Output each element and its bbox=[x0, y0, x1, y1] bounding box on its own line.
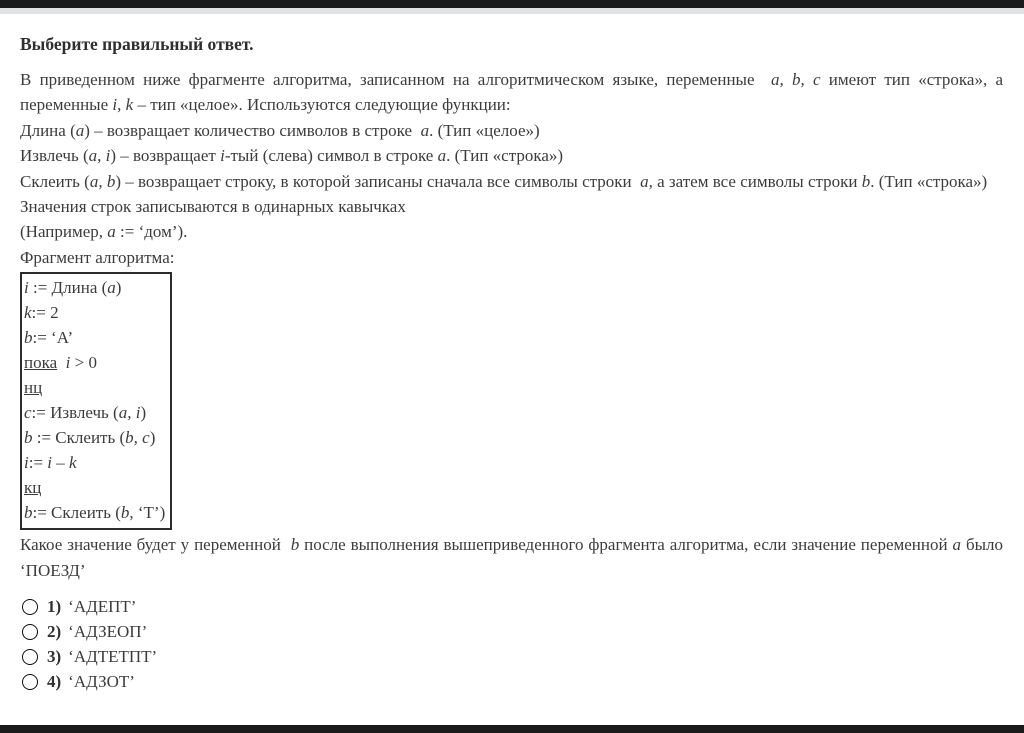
radio-button-2[interactable] bbox=[22, 624, 38, 640]
code-line: c:= Извлечь (a, i) bbox=[24, 403, 147, 423]
function-desc-concat: Склеить (a, b) – возвращает строку, в которой записаны сначала все символы строки a, а затем все символы строки b. (Тип «строка») bbox=[20, 171, 988, 191]
answer-option-1[interactable] bbox=[22, 594, 1003, 619]
answer-option-3[interactable] bbox=[22, 644, 1003, 669]
code-line: i:= i – k bbox=[24, 453, 77, 473]
page-title: Выберите правильный ответ. bbox=[20, 34, 254, 54]
answer-options bbox=[20, 594, 1003, 694]
answer-option-4[interactable] bbox=[22, 669, 1003, 694]
option-number: 3) bbox=[47, 646, 62, 666]
code-line: пока i > 0 bbox=[24, 353, 97, 373]
bottom-bar bbox=[0, 725, 1024, 733]
radio-button-1[interactable] bbox=[22, 599, 38, 615]
option-text: ‘АДЗЕОП’ bbox=[68, 621, 148, 641]
code-line: i := Длина (a) bbox=[24, 278, 122, 298]
note-quotes: Значения строк записываются в одинарных кавычках bbox=[20, 197, 406, 217]
code-line: k:= 2 bbox=[24, 303, 59, 323]
question-page bbox=[0, 14, 1024, 694]
option-text: ‘АДТЕТПТ’ bbox=[68, 646, 158, 666]
code-line: b:= Склеить (b, ‘Т’) bbox=[24, 503, 166, 523]
algorithm-box bbox=[20, 272, 172, 530]
radio-button-3[interactable] bbox=[22, 649, 38, 665]
note-example: (Например, a := ‘дом’). bbox=[20, 222, 188, 242]
option-number: 1) bbox=[47, 596, 62, 616]
option-text: ‘АДЕПТ’ bbox=[68, 596, 137, 616]
top-bar bbox=[0, 0, 1024, 8]
answer-option-2[interactable] bbox=[22, 619, 1003, 644]
fragment-label: Фрагмент алгоритма: bbox=[20, 247, 175, 267]
option-number: 4) bbox=[47, 671, 62, 691]
intro-paragraph: В приведенном ниже фрагменте алгоритма, записанном на алгоритмическом языке, переменные a, b, c имеют тип «строка», а переменные i, k – тип «целое». Используются следующие функции: bbox=[20, 70, 1004, 115]
question-text: Какое значение будет у переменной b после выполнения вышеприведенного фрагмента алгоритма, если значение переменной a было ‘ПОЕЗД’ bbox=[20, 535, 1003, 580]
option-number: 2) bbox=[47, 621, 62, 641]
radio-button-4[interactable] bbox=[22, 674, 38, 690]
code-line: b := Склеить (b, c) bbox=[24, 428, 156, 448]
function-desc-length: Длина (a) – возвращает количество символов в строке a. (Тип «целое») bbox=[20, 120, 540, 140]
option-text: ‘АДЗОТ’ bbox=[68, 671, 135, 691]
code-line: b:= ‘А’ bbox=[24, 328, 74, 348]
code-line: кц bbox=[24, 478, 42, 498]
code-line: нц bbox=[24, 378, 43, 398]
function-desc-extract: Извлечь (a, i) – возвращает i-тый (слева) символ в строке a. (Тип «строка») bbox=[20, 146, 564, 166]
